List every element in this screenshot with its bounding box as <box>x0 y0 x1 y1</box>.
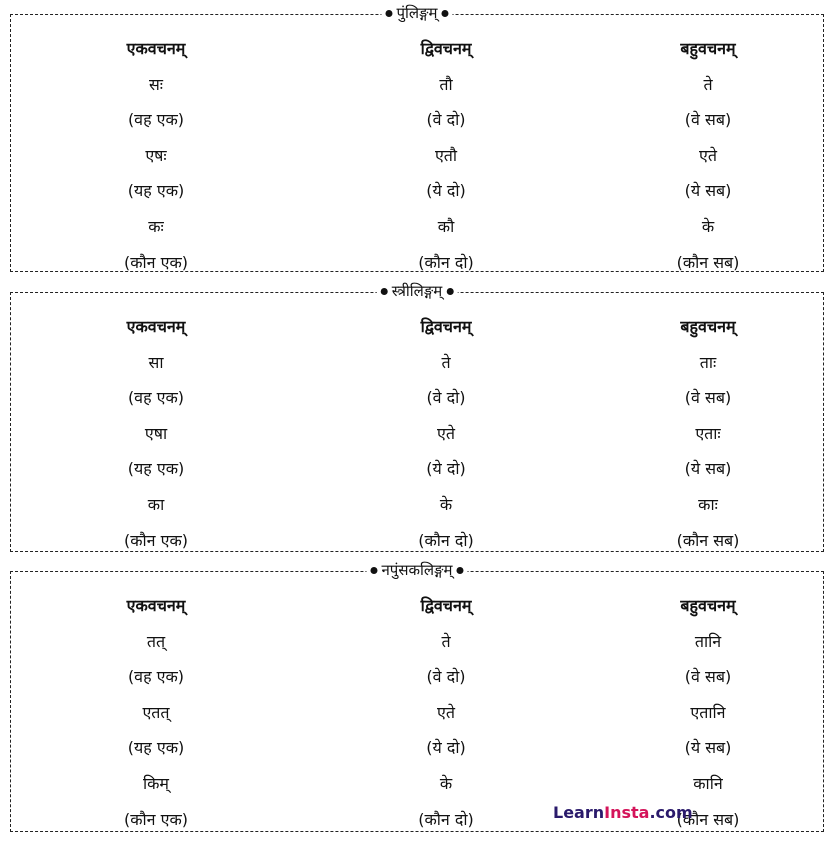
table-cell: कौ <box>437 216 455 236</box>
table-cell: के <box>701 216 715 236</box>
section-pullinga <box>10 4 824 272</box>
table-cell: (यह एक) <box>127 738 185 758</box>
bullet-icon <box>385 10 392 17</box>
table-cell: (यह एक) <box>127 459 185 479</box>
table-cell: (कौन दो) <box>418 530 474 550</box>
bullet-icon <box>457 567 464 574</box>
table-cell: ते <box>441 631 451 651</box>
table-cell: काः <box>698 494 718 514</box>
table-cell: कानि <box>693 773 723 793</box>
table-cell: एषः <box>145 145 167 165</box>
table-cell: (ये सब) <box>684 181 732 201</box>
table-cell: एषा <box>144 423 168 443</box>
declension-table <box>11 309 823 558</box>
bullet-icon <box>370 567 377 574</box>
table-cell: सा <box>148 352 164 372</box>
table-cell: (ये सब) <box>684 459 732 479</box>
table-cell: (ये दो) <box>426 738 466 758</box>
table-cell: (वे दो) <box>426 667 466 687</box>
table-cell: (वह एक) <box>127 110 185 130</box>
bullet-icon <box>381 288 388 295</box>
header-dual: द्विवचनम् <box>420 596 472 615</box>
table-cell: ते <box>703 74 713 94</box>
header-singular: एकवचनम् <box>126 596 186 615</box>
table-cell: एते <box>437 702 455 722</box>
section-title <box>377 281 458 301</box>
table-cell: किम् <box>142 773 169 793</box>
table-cell: एतानि <box>690 702 726 722</box>
table-cell: सः <box>148 74 164 94</box>
header-dual: द्विवचनम् <box>420 39 472 58</box>
section-napumsakalinga <box>10 561 824 832</box>
table-cell: एतत् <box>142 702 170 722</box>
table-cell: तौ <box>439 74 453 94</box>
bullet-icon <box>446 288 453 295</box>
table-cell: (वे सब) <box>684 388 732 408</box>
table-cell: (वह एक) <box>127 388 185 408</box>
section-title-text: नपुंसकलिङ्गम् <box>381 561 453 579</box>
header-plural: बहुवचनम् <box>680 596 736 615</box>
section-title-text: पुंलिङ्गम् <box>396 4 438 22</box>
table-cell: के <box>439 494 453 514</box>
bullet-icon <box>442 10 449 17</box>
table-cell: (कौन सब) <box>676 530 740 550</box>
section-title-text: स्त्रीलिङ्गम् <box>391 282 443 300</box>
table-cell: (वह एक) <box>127 667 185 687</box>
table-cell: ताः <box>699 352 717 372</box>
table-cell: (कौन दो) <box>418 809 474 829</box>
table-cell: (कौन सब) <box>676 809 740 829</box>
table-cell: (वे सब) <box>684 667 732 687</box>
table-cell: (वे दो) <box>426 110 466 130</box>
learninsta-watermark: LearnInsta.com <box>553 803 693 822</box>
table-cell: (वे दो) <box>426 388 466 408</box>
table-cell: तानि <box>694 631 722 651</box>
table-cell: (कौन एक) <box>123 252 189 272</box>
table-cell: (कौन दो) <box>418 252 474 272</box>
table-cell: एतौ <box>434 145 458 165</box>
table-cell: (कौन सब) <box>676 252 740 272</box>
table-cell: का <box>147 494 165 514</box>
section-strilinga <box>10 282 824 552</box>
table-cell: कः <box>148 216 164 236</box>
header-plural: बहुवचनम् <box>680 317 736 336</box>
declension-table <box>11 31 823 280</box>
header-dual: द्विवचनम् <box>420 317 472 336</box>
table-cell: ते <box>441 352 451 372</box>
table-cell: (ये दो) <box>426 181 466 201</box>
header-singular: एकवचनम् <box>126 39 186 58</box>
header-singular: एकवचनम् <box>126 317 186 336</box>
header-plural: बहुवचनम् <box>680 39 736 58</box>
table-cell: (ये सब) <box>684 738 732 758</box>
table-cell: तत् <box>146 631 166 651</box>
table-cell: (कौन एक) <box>123 530 189 550</box>
section-title <box>366 560 467 580</box>
table-cell: (यह एक) <box>127 181 185 201</box>
table-cell: एताः <box>695 423 721 443</box>
table-cell: एते <box>699 145 717 165</box>
table-cell: (ये दो) <box>426 459 466 479</box>
table-cell: (कौन एक) <box>123 809 189 829</box>
section-title <box>381 3 452 23</box>
declension-table <box>11 588 823 837</box>
table-cell: एते <box>437 423 455 443</box>
table-cell: (वे सब) <box>684 110 732 130</box>
table-cell: के <box>439 773 453 793</box>
